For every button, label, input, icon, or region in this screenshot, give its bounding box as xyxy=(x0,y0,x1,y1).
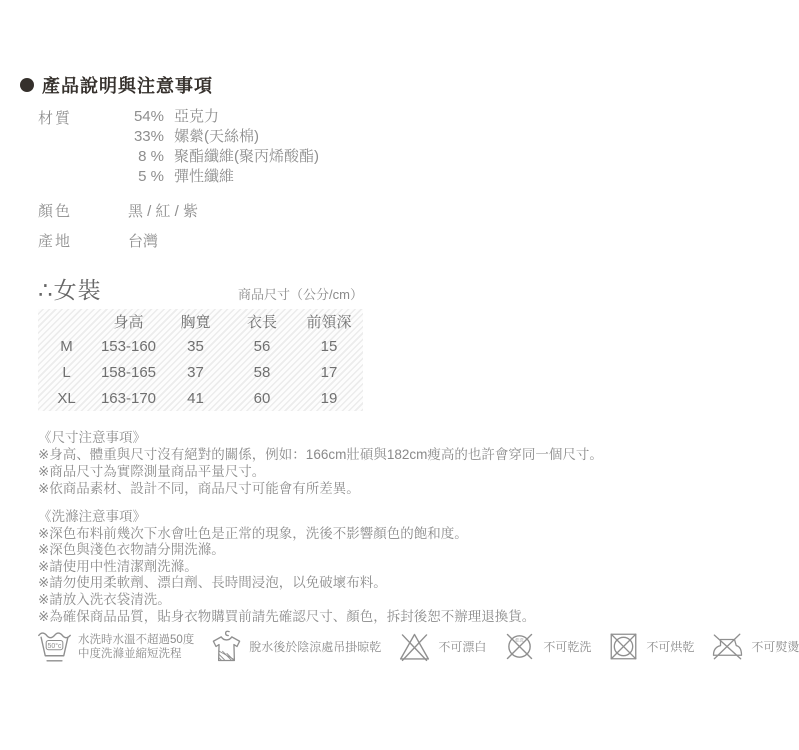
material-row xyxy=(38,107,319,187)
care-label: 脫水後於陰涼處吊掛晾乾 xyxy=(249,640,382,654)
care-item-hang-dry xyxy=(209,628,381,665)
size-cell: L xyxy=(62,363,71,381)
wash-note-line: ※為確保商品品質，貼身衣物購買前請先確認尺寸、顏色，拆封後恕不辦理退換貨。 xyxy=(38,608,536,624)
wash-50-icon xyxy=(36,627,73,666)
care-symbols-row xyxy=(36,627,799,666)
length-cell: 58 xyxy=(253,363,271,381)
size-cell: M xyxy=(60,337,73,355)
chest-cell: 41 xyxy=(187,389,204,407)
height-cell: 153-160 xyxy=(100,337,157,355)
size-note-line: ※商品尺寸為實際測量商品平量尺寸。 xyxy=(38,464,266,479)
material-list xyxy=(128,107,319,187)
chest-cell: 35 xyxy=(187,337,204,355)
size-table xyxy=(38,309,363,411)
size-section-header xyxy=(38,272,363,305)
wash-note-line: ※深色與淺色衣物請分開洗滌。 xyxy=(38,542,225,558)
no-bleach-icon xyxy=(396,628,433,665)
size-section xyxy=(38,272,363,411)
care-label: 不可乾洗 xyxy=(543,640,592,654)
table-row xyxy=(38,333,363,359)
care-label: 不可漂白 xyxy=(438,640,487,654)
neck-cell: 17 xyxy=(320,363,338,381)
material-item xyxy=(128,127,319,147)
neck-cell: 19 xyxy=(320,389,338,407)
size-cell: XL xyxy=(57,389,76,407)
material-name: 聚酯纖維(聚丙烯酸酯) xyxy=(174,148,319,165)
size-notes xyxy=(38,429,603,497)
size-heading: ∴女裝 xyxy=(38,277,102,303)
material-name: 亞克力 xyxy=(174,108,220,125)
care-item-no-dryclean xyxy=(501,628,591,665)
color-row xyxy=(38,202,319,221)
color-label: 顏色 xyxy=(38,203,73,220)
material-pct: 5 % xyxy=(138,168,164,185)
height-cell: 163-170 xyxy=(100,389,157,407)
material-name: 嫘縈(天絲棉) xyxy=(174,128,259,145)
neck-cell: 15 xyxy=(320,337,338,355)
product-specs xyxy=(38,107,319,251)
page-title: 產品說明與注意事項 xyxy=(42,76,213,96)
material-item xyxy=(128,167,319,187)
care-item-no-tumble-dry xyxy=(606,629,694,664)
care-label: 不可熨燙 xyxy=(751,640,799,654)
material-label: 材質 xyxy=(38,110,73,127)
no-iron-icon xyxy=(709,629,746,664)
care-item-no-bleach xyxy=(396,628,486,665)
col-height: 身高 xyxy=(113,313,144,331)
origin-row xyxy=(38,232,319,251)
material-pct: 54% xyxy=(133,108,164,125)
origin-value: 台灣 xyxy=(128,233,159,250)
care-item-no-iron xyxy=(709,629,799,664)
size-note-line: ※依商品素材、設計不同，商品尺寸可能會有所差異。 xyxy=(38,481,360,496)
size-note-line: ※身高、體重與尺寸沒有絕對的關係，例如：166cm壯碩與182cm瘦高的也許會穿同一個尺寸。 xyxy=(38,447,603,462)
care-item-wash xyxy=(36,627,194,666)
col-neck: 前領深 xyxy=(306,313,352,331)
bullet-icon xyxy=(20,78,34,92)
section-title-row xyxy=(20,72,213,98)
size-unit-note: 商品尺寸（公分/cm） xyxy=(238,287,363,302)
wash-note-line: ※請放入洗衣袋清洗。 xyxy=(38,591,171,607)
material-name: 彈性纖維 xyxy=(174,168,235,185)
chest-cell: 37 xyxy=(187,363,204,381)
color-value: 黑 / 紅 / 紫 xyxy=(128,203,199,220)
wash-note-line: ※請使用中性清潔劑洗滌。 xyxy=(38,558,198,574)
wash-notes-heading: 《洗滌注意事項》 xyxy=(38,509,146,524)
material-item xyxy=(128,147,319,167)
care-label: 不可烘乾 xyxy=(646,640,695,654)
origin-label: 產地 xyxy=(38,233,73,250)
length-cell: 56 xyxy=(253,337,271,355)
svg-text:乾洗: 乾洗 xyxy=(515,637,525,643)
no-tumble-dry-icon xyxy=(606,629,641,664)
material-pct: 8 % xyxy=(138,148,164,165)
material-item xyxy=(128,107,319,127)
table-row xyxy=(38,359,363,385)
length-cell: 60 xyxy=(253,389,271,407)
hang-dry-icon xyxy=(209,628,244,665)
svg-text:50°c: 50°c xyxy=(47,642,62,650)
wash-note-line: ※請勿使用柔軟劑、漂白劑、長時間浸泡，以免破壞布料。 xyxy=(38,575,387,591)
wash-note-line: ※深色布料前幾次下水會吐色是正常的現象，洗後不影響顏色的飽和度。 xyxy=(38,525,468,541)
size-table-header-row xyxy=(38,309,363,333)
table-row xyxy=(38,385,363,411)
size-notes-heading: 《尺寸注意事項》 xyxy=(38,430,146,445)
col-chest: 胸寬 xyxy=(180,313,211,331)
care-label: 水洗時水溫不超過50度 中度洗滌並縮短洗程 xyxy=(78,633,195,660)
col-length: 衣長 xyxy=(246,313,277,331)
material-pct: 33% xyxy=(133,128,164,145)
no-dryclean-icon xyxy=(501,628,538,665)
height-cell: 158-165 xyxy=(100,363,157,381)
wash-notes xyxy=(38,509,535,625)
